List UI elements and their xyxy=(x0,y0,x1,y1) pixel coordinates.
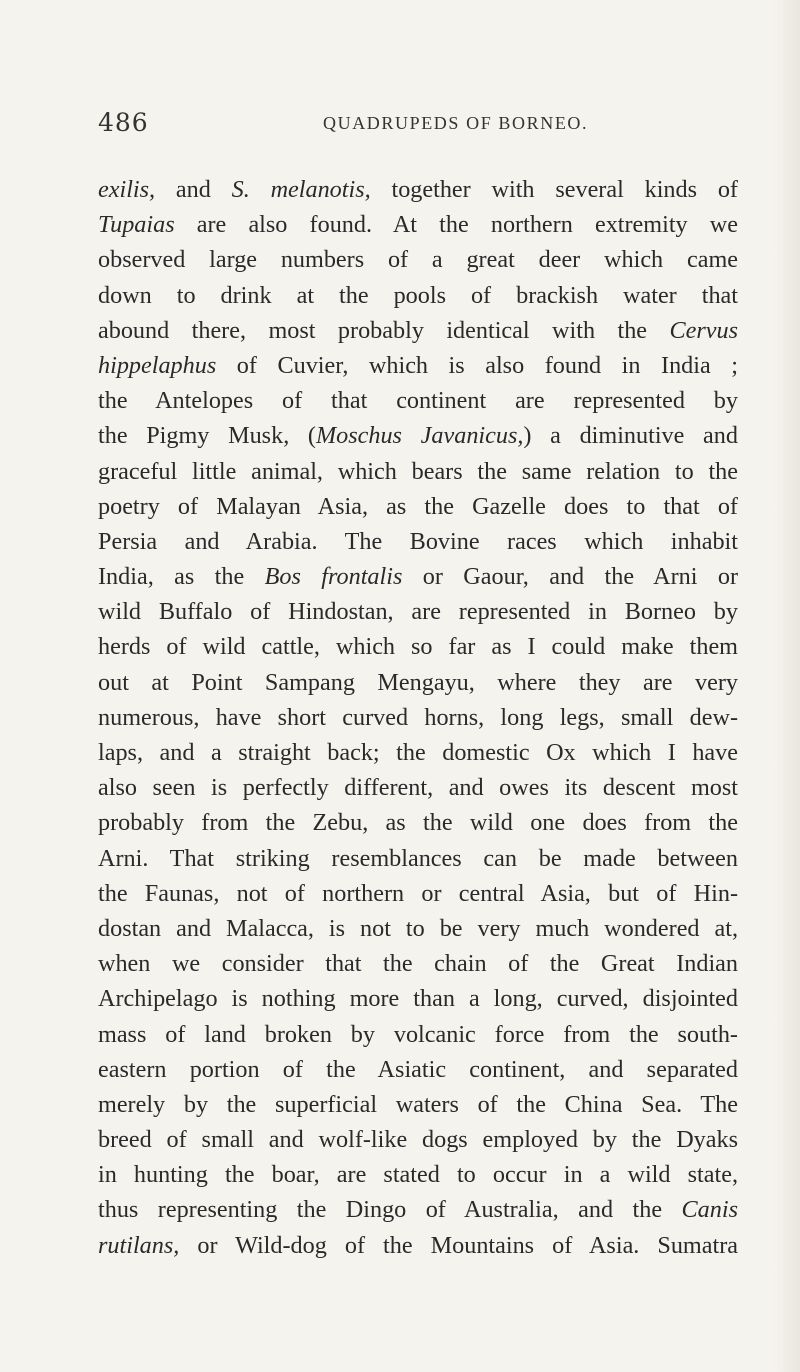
text-line xyxy=(98,454,738,489)
text-line xyxy=(98,1122,738,1157)
text-run: thus representing the Dingo of Australia, and the xyxy=(98,1196,682,1224)
text-run: in hunting the boar, are stated to occur in a wild state, xyxy=(98,1161,738,1189)
text-line xyxy=(98,876,738,911)
text-run: and xyxy=(155,176,232,203)
italic-text: Bos frontalis xyxy=(264,563,403,591)
body-paragraph xyxy=(98,172,738,1263)
text-line xyxy=(98,418,738,453)
text-run: Archipelago is nothing more than a long, curved, disjointed xyxy=(98,985,738,1013)
text-run: graceful little animal, which bears the same relation to the xyxy=(98,457,738,485)
text-run: together with several kinds of xyxy=(370,176,738,203)
text-run: poetry of Malayan Asia, as the Gazelle does to that of xyxy=(98,492,738,520)
text-line xyxy=(98,735,738,770)
text-line xyxy=(98,629,738,664)
text-line xyxy=(98,911,738,946)
running-head xyxy=(0,108,800,148)
text-run: India, as the xyxy=(98,563,265,591)
text-run: or Gaour, and the Arni or xyxy=(402,563,738,591)
text-run: dostan and Malacca, is not to be very much wondered at, xyxy=(98,914,738,942)
text-run: merely by the superficial waters of the China Sea. The xyxy=(98,1090,738,1118)
text-run: mass of land broken by volcanic force from the south- xyxy=(98,1020,738,1048)
text-line xyxy=(98,207,738,242)
text-run: Arni. That striking resemblances can be made between xyxy=(98,844,738,872)
text-run: Persia and Arabia. The Bovine races which inhabit xyxy=(98,527,738,555)
text-run: abound there, most probably identical with the xyxy=(98,316,670,344)
italic-text: Cervus xyxy=(669,316,738,344)
text-run: the Pigmy Musk, ( xyxy=(98,422,316,450)
text-line xyxy=(98,700,738,735)
text-line xyxy=(98,489,738,524)
text-line xyxy=(98,313,738,348)
text-line xyxy=(98,524,738,559)
text-line xyxy=(98,242,738,277)
text-run: wild Buffalo of Hindostan, are represented in Borneo by xyxy=(98,598,738,626)
text-line xyxy=(98,946,738,981)
italic-text: rutilans, xyxy=(98,1231,180,1259)
italic-text: Tupaias xyxy=(98,211,175,239)
text-run: down to drink at the pools of brackish water that xyxy=(98,281,738,309)
text-line xyxy=(98,1087,738,1122)
text-line xyxy=(98,981,738,1016)
text-line xyxy=(98,665,738,700)
text-line xyxy=(98,278,738,313)
text-run: out at Point Sampang Mengayu, where they are very xyxy=(98,668,738,696)
text-run: or Wild-dog of the Mountains of Asia. Sumatra xyxy=(179,1231,738,1259)
text-line xyxy=(98,841,738,876)
text-run: the Antelopes of that continent are represented by xyxy=(98,387,738,415)
text-run: breed of small and wolf-like dogs employed by the Dyaks xyxy=(98,1126,738,1154)
text-line xyxy=(98,1228,738,1263)
text-run: laps, and a straight back; the domestic Ox which I have xyxy=(98,739,738,766)
text-run: observed large numbers of a great deer which came xyxy=(98,246,738,274)
italic-text: hippelaphus xyxy=(98,351,217,379)
text-line xyxy=(98,383,738,418)
text-run: numerous, have short curved horns, long legs, small dew- xyxy=(98,703,738,731)
text-run: when we consider that the chain of the Great Indian xyxy=(98,950,738,978)
italic-text: S. melanotis, xyxy=(231,176,371,203)
text-line xyxy=(98,1017,738,1052)
italic-text: exilis, xyxy=(98,176,156,203)
text-run: are also found. At the northern extremity we xyxy=(174,211,738,239)
running-title: QUADRUPEDS OF BORNEO. xyxy=(323,113,589,133)
page-edge-shadow xyxy=(774,0,800,1372)
text-run: the Faunas, not of northern or central Asia, but of Hin- xyxy=(98,879,738,907)
text-line xyxy=(98,559,738,594)
page-number: 486 xyxy=(98,108,149,137)
text-run: probably from the Zebu, as the wild one does from the xyxy=(98,809,738,837)
text-line xyxy=(98,594,738,629)
text-run: herds of wild cattle, which so far as I could make them xyxy=(98,633,738,661)
text-line xyxy=(98,1052,738,1087)
text-line xyxy=(98,1157,738,1192)
text-line xyxy=(98,805,738,840)
text-line xyxy=(98,348,738,383)
text-line xyxy=(98,1192,738,1227)
text-run: of Cuvier, which is also found in India ; xyxy=(216,351,738,379)
text-run: eastern portion of the Asiatic continent, and separated xyxy=(98,1055,738,1083)
text-run: also seen is perfectly different, and owes its descent most xyxy=(98,774,738,802)
text-run: ) a diminutive and xyxy=(523,422,738,450)
italic-text: Moschus Javanicus, xyxy=(315,422,524,450)
italic-text: Canis xyxy=(681,1196,738,1224)
text-line xyxy=(98,770,738,805)
text-line xyxy=(98,172,738,207)
